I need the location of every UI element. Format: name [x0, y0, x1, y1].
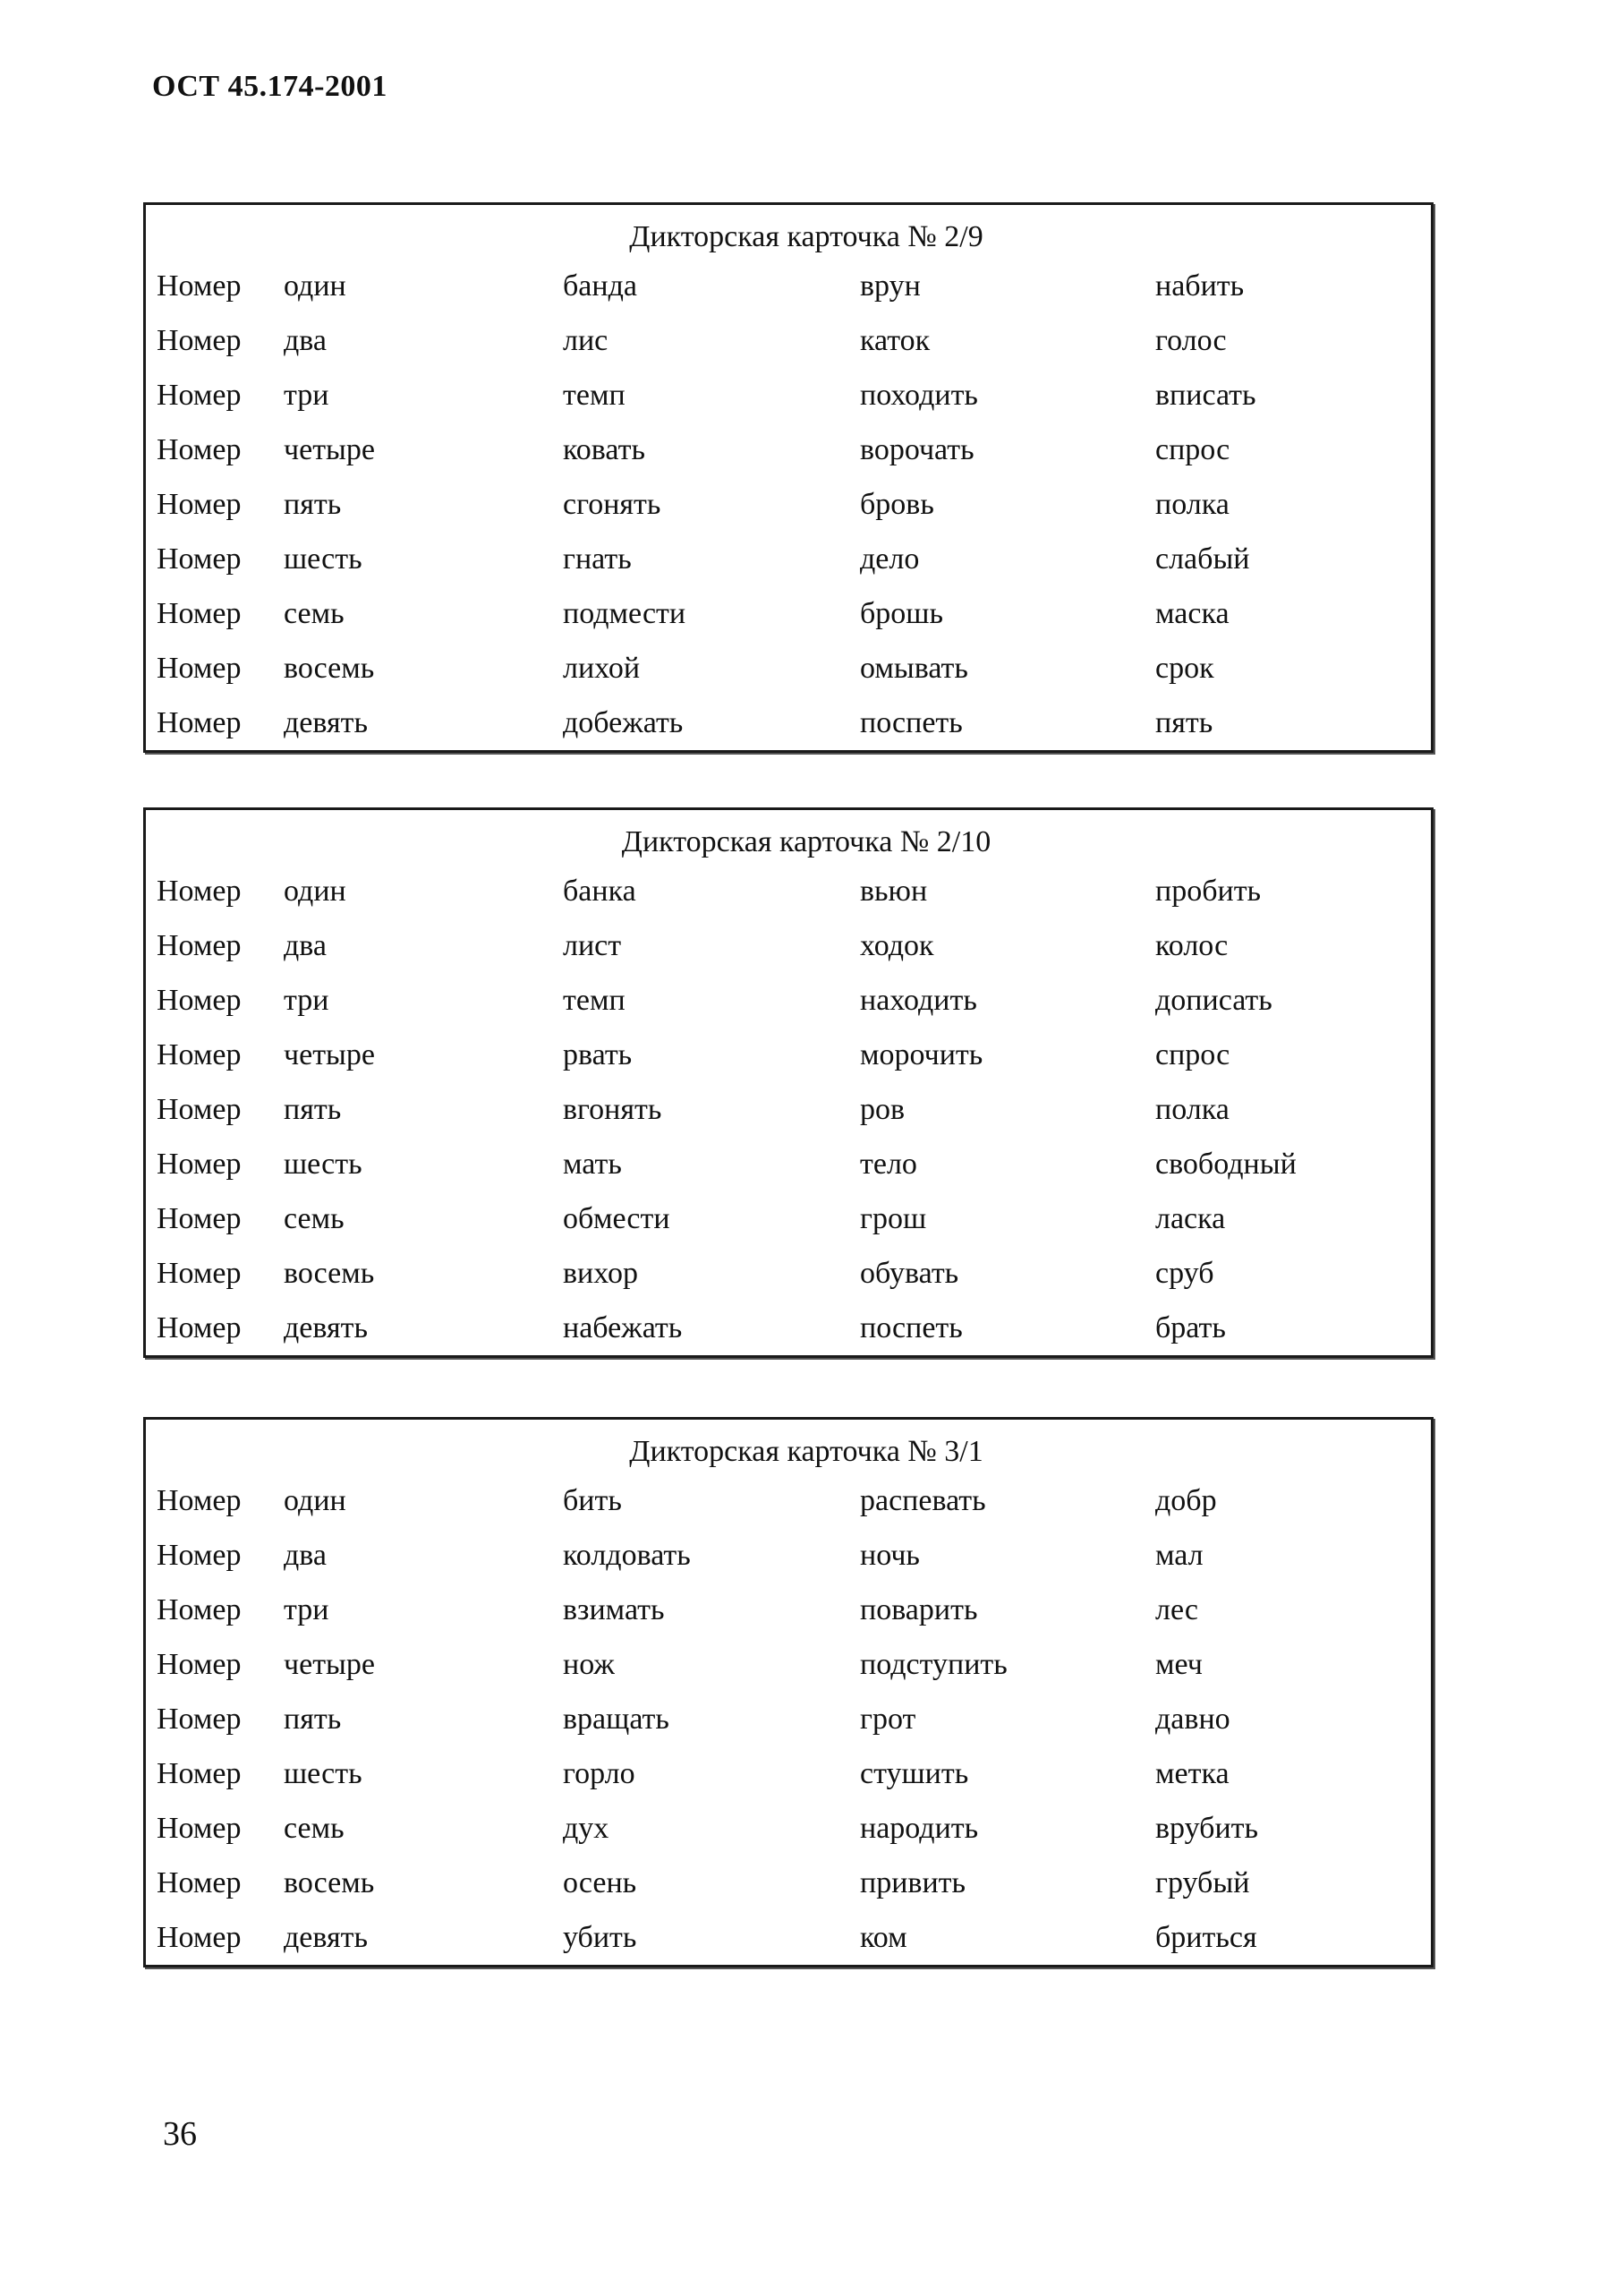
test-word: находить: [860, 984, 977, 1017]
test-word: добежать: [563, 706, 684, 739]
number-word: три: [284, 379, 329, 412]
row-label: Номер: [157, 1202, 242, 1235]
test-word: грот: [860, 1703, 916, 1736]
test-word: темп: [563, 379, 626, 412]
word-row: [146, 259, 1431, 313]
test-word: дух: [563, 1812, 609, 1845]
test-word: нож: [563, 1648, 615, 1681]
row-label: Номер: [157, 1921, 242, 1954]
test-word: морочить: [860, 1038, 983, 1071]
word-row: [146, 1191, 1431, 1246]
test-word: полка: [1155, 488, 1230, 521]
test-word: колос: [1155, 929, 1229, 962]
row-label: Номер: [157, 433, 242, 466]
test-word: подступить: [860, 1648, 1008, 1681]
test-word: брать: [1155, 1311, 1226, 1344]
test-word: распевать: [860, 1484, 986, 1517]
test-word: походить: [860, 379, 978, 412]
test-word: рвать: [563, 1038, 633, 1071]
row-label: Номер: [157, 984, 242, 1017]
word-row: [146, 532, 1431, 586]
word-row: [146, 864, 1431, 918]
test-word: меч: [1155, 1648, 1203, 1681]
test-word: взимать: [563, 1593, 665, 1626]
test-word: врун: [860, 269, 921, 303]
number-word: два: [284, 324, 327, 357]
test-word: ворочать: [860, 433, 974, 466]
row-label: Номер: [157, 488, 242, 521]
test-word: осень: [563, 1866, 637, 1899]
row-label: Номер: [157, 1703, 242, 1736]
row-label: Номер: [157, 875, 242, 908]
number-word: два: [284, 1539, 327, 1572]
test-word: стушить: [860, 1757, 969, 1790]
word-row: [146, 1801, 1431, 1856]
number-word: один: [284, 875, 346, 908]
test-word: слабый: [1155, 542, 1250, 576]
number-word: пять: [284, 1703, 342, 1736]
number-word: шесть: [284, 542, 362, 576]
test-word: грубый: [1155, 1866, 1250, 1899]
test-word: давно: [1155, 1703, 1230, 1736]
row-label: Номер: [157, 1148, 242, 1181]
card-word-table: [146, 1473, 1431, 1965]
word-row: [146, 477, 1431, 532]
test-word: срок: [1155, 652, 1214, 685]
test-word: каток: [860, 324, 931, 357]
test-word: мать: [563, 1148, 622, 1181]
test-word: мал: [1155, 1539, 1204, 1572]
number-word: пять: [284, 488, 342, 521]
card-word-table: [146, 259, 1431, 750]
test-word: ковать: [563, 433, 645, 466]
test-word: лист: [563, 929, 622, 962]
announcer-card: [143, 807, 1434, 1358]
number-word: четыре: [284, 1038, 375, 1071]
card-title: Дикторская карточка № 3/1: [629, 1435, 983, 1468]
test-word: вихор: [563, 1257, 638, 1290]
test-word: подмести: [563, 597, 686, 630]
number-word: пять: [284, 1093, 342, 1126]
number-word: один: [284, 269, 346, 303]
word-row: [146, 1028, 1431, 1082]
row-label: Номер: [157, 1484, 242, 1517]
test-word: брошь: [860, 597, 943, 630]
number-word: девять: [284, 1311, 368, 1344]
test-word: метка: [1155, 1757, 1230, 1790]
test-word: поспеть: [860, 1311, 963, 1344]
word-row: [146, 368, 1431, 422]
test-word: дописать: [1155, 984, 1272, 1017]
test-word: тело: [860, 1148, 917, 1181]
row-label: Номер: [157, 542, 242, 576]
word-row: [146, 696, 1431, 750]
test-word: бровь: [860, 488, 934, 521]
number-word: девять: [284, 1921, 368, 1954]
test-word: народить: [860, 1812, 979, 1845]
number-word: три: [284, 984, 329, 1017]
number-word: шесть: [284, 1757, 362, 1790]
test-word: поспеть: [860, 706, 963, 739]
word-row: [146, 1856, 1431, 1910]
number-word: шесть: [284, 1148, 362, 1181]
word-row: [146, 1082, 1431, 1137]
word-row: [146, 1692, 1431, 1746]
test-word: маска: [1155, 597, 1230, 630]
number-word: семь: [284, 597, 345, 630]
row-label: Номер: [157, 269, 242, 303]
row-label: Номер: [157, 597, 242, 630]
row-label: Номер: [157, 1257, 242, 1290]
number-word: четыре: [284, 1648, 375, 1681]
test-word: дело: [860, 542, 920, 576]
test-word: привить: [860, 1866, 966, 1899]
number-word: четыре: [284, 433, 375, 466]
row-label: Номер: [157, 379, 242, 412]
test-word: убить: [563, 1921, 637, 1954]
test-word: омывать: [860, 652, 968, 685]
page-number: 36: [163, 2115, 197, 2153]
test-word: грош: [860, 1202, 927, 1235]
number-word: восемь: [284, 652, 375, 685]
test-word: бить: [563, 1484, 622, 1517]
test-word: ночь: [860, 1539, 920, 1572]
test-word: темп: [563, 984, 626, 1017]
test-word: вгонять: [563, 1093, 662, 1126]
announcer-card: [143, 1417, 1434, 1967]
test-word: лихой: [563, 652, 641, 685]
row-label: Номер: [157, 1812, 242, 1845]
test-word: вращать: [563, 1703, 669, 1736]
test-word: врубить: [1155, 1812, 1259, 1845]
test-word: поварить: [860, 1593, 978, 1626]
test-word: свободный: [1155, 1148, 1297, 1181]
card-word-table: [146, 864, 1431, 1355]
word-row: [146, 422, 1431, 477]
test-word: гнать: [563, 542, 632, 576]
word-row: [146, 1528, 1431, 1583]
number-word: один: [284, 1484, 346, 1517]
word-row: [146, 973, 1431, 1028]
test-word: набить: [1155, 269, 1245, 303]
test-word: спрос: [1155, 1038, 1230, 1071]
test-word: банда: [563, 269, 637, 303]
word-row: [146, 1637, 1431, 1692]
test-word: пробить: [1155, 875, 1262, 908]
test-word: сруб: [1155, 1257, 1214, 1290]
test-word: лис: [563, 324, 609, 357]
test-word: ласка: [1155, 1202, 1226, 1235]
row-label: Номер: [157, 929, 242, 962]
test-word: банка: [563, 875, 636, 908]
word-row: [146, 1473, 1431, 1528]
word-row: [146, 1137, 1431, 1191]
number-word: девять: [284, 706, 368, 739]
row-label: Номер: [157, 706, 242, 739]
test-word: ров: [860, 1093, 906, 1126]
row-label: Номер: [157, 1757, 242, 1790]
number-word: три: [284, 1593, 329, 1626]
test-word: спрос: [1155, 433, 1230, 466]
test-word: колдовать: [563, 1539, 691, 1572]
test-word: горло: [563, 1757, 635, 1790]
word-row: [146, 1246, 1431, 1301]
word-row: [146, 1910, 1431, 1965]
word-row: [146, 918, 1431, 973]
number-word: семь: [284, 1812, 345, 1845]
document-code: ОСТ 45.174-2001: [152, 70, 387, 103]
test-word: вписать: [1155, 379, 1256, 412]
card-title: Дикторская карточка № 2/10: [621, 825, 991, 858]
number-word: восемь: [284, 1866, 375, 1899]
test-word: набежать: [563, 1311, 683, 1344]
row-label: Номер: [157, 1648, 242, 1681]
test-word: добр: [1155, 1484, 1217, 1517]
number-word: два: [284, 929, 327, 962]
number-word: семь: [284, 1202, 345, 1235]
row-label: Номер: [157, 1038, 242, 1071]
word-row: [146, 313, 1431, 368]
row-label: Номер: [157, 1311, 242, 1344]
row-label: Номер: [157, 1866, 242, 1899]
test-word: полка: [1155, 1093, 1230, 1126]
row-label: Номер: [157, 1093, 242, 1126]
row-label: Номер: [157, 1593, 242, 1626]
test-word: обмести: [563, 1202, 670, 1235]
word-row: [146, 1583, 1431, 1637]
word-row: [146, 1301, 1431, 1355]
test-word: ком: [860, 1921, 907, 1954]
row-label: Номер: [157, 324, 242, 357]
announcer-card: [143, 202, 1434, 753]
number-word: восемь: [284, 1257, 375, 1290]
test-word: лес: [1155, 1593, 1198, 1626]
word-row: [146, 641, 1431, 696]
word-row: [146, 586, 1431, 641]
test-word: сгонять: [563, 488, 661, 521]
test-word: бриться: [1155, 1921, 1257, 1954]
row-label: Номер: [157, 1539, 242, 1572]
word-row: [146, 1746, 1431, 1801]
row-label: Номер: [157, 652, 242, 685]
card-title: Дикторская карточка № 2/9: [629, 220, 983, 253]
test-word: ходок: [860, 929, 934, 962]
test-word: вьюн: [860, 875, 928, 908]
test-word: пять: [1155, 706, 1213, 739]
test-word: обувать: [860, 1257, 959, 1290]
test-word: голос: [1155, 324, 1227, 357]
